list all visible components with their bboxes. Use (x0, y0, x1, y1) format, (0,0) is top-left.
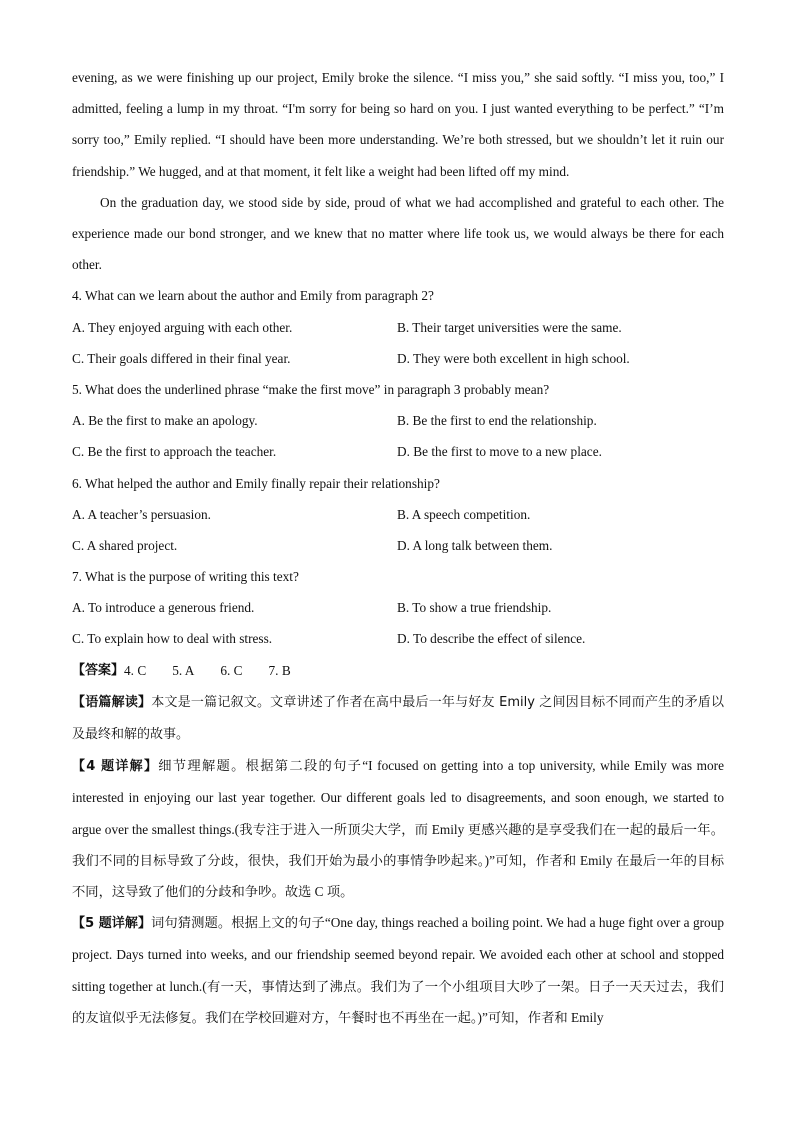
option-c: C. Their goals differed in their final year. (72, 350, 291, 366)
option-b: B. A speech competition. (397, 506, 531, 522)
option-a: A. A teacher’s persuasion. (72, 506, 211, 522)
document-page (72, 62, 724, 1033)
option-a: A. They enjoyed arguing with each other. (72, 319, 293, 335)
detail-4 (72, 750, 724, 907)
answer-item: 7. B (268, 662, 291, 678)
answer-item: 4. C (124, 662, 147, 678)
option-c: C. A shared project. (72, 537, 178, 553)
question-4 (72, 280, 724, 374)
answer-item: 5. A (172, 662, 195, 678)
option-c: C. To explain how to deal with stress. (72, 631, 273, 647)
detail-4-text: 细节理解题。根据第二段的句子“I focused on getting into a top university, while Emily was more interested in enjoying our last year together. Our different goals led to disagreements, and soon enough, we started to argue over the smallest things.(我专注于进入一所顶尖大学，而 Emily 更感兴趣的是享受我们在一起的最后一年。我们不同的目标导致了分歧，很快，我们开始为最小的事情争吵起来。)”可知，作者和 Emily 在最后一年的目标不同，这导致了他们的分歧和争吵。故选 C 项。 (72, 758, 724, 900)
option-d: D. Be the first to move to a new place. (397, 444, 602, 460)
question-stem: 5. What does the underlined phrase “make the first move” in paragraph 3 probably mean? (72, 381, 550, 397)
option-a: A. Be the first to make an apology. (72, 413, 258, 429)
detail-5 (72, 907, 724, 1033)
question-7 (72, 561, 724, 655)
analysis-text: 本文是一篇记叙文。文章讲述了作者在高中最后一年与好友 Emily 之间因目标不同而产生的矛盾以及最终和解的故事。 (72, 694, 724, 743)
question-5 (72, 374, 724, 468)
question-stem: 4. What can we learn about the author and Emily from paragraph 2? (72, 288, 434, 304)
question-stem: 6. What helped the author and Emily finally repair their relationship? (72, 475, 440, 491)
passage-paragraph-2: On the graduation day, we stood side by side, proud of what we had accomplished and grateful to each other. The experience made our bond stronger, and we knew that no matter where life took us, we would always be there for each other. (72, 194, 724, 273)
option-d: D. A long talk between them. (397, 537, 553, 553)
passage-paragraph-1: evening, as we were finishing up our project, Emily broke the silence. “I miss you,” she said softly. “I miss you, too,” I admitted, feeling a lump in my throat. “I'm sorry for being so hard on you. I just wanted everything to be perfect.” “I’m sorry too,” Emily replied. “I should have been more understanding. We’re both stressed, but we shouldn’t let it ruin our friendship.” We hugged, and at that moment, it felt like a weight had been lifted off my mind. (72, 70, 724, 179)
answer-tag: 【答案】 (72, 662, 125, 678)
option-c: C. Be the first to approach the teacher. (72, 444, 277, 460)
detail-5-text: 词句猜测题。根据上文的句子“One day, things reached a boiling point. We had a huge fight over a group project. Days turned into weeks, and our friendship seemed beyond repair. We avoided each other at school and stopped sitting together at lunch.(有一天，事情达到了沸点。我们为了一个小组项目大吵了一架。日子一天天过去，我们的友谊似乎无法修复。我们在学校回避对方，午餐时也不再坐在一起。)”可知，作者和 Emily (72, 915, 724, 1025)
question-6 (72, 468, 724, 562)
question-stem: 7. What is the purpose of writing this text? (72, 569, 299, 585)
answer-key (72, 655, 724, 686)
option-b: B. Be the first to end the relationship. (397, 413, 597, 429)
answer-item: 6. C (220, 662, 243, 678)
option-b: B. Their target universities were the same. (397, 319, 622, 335)
passage-analysis (72, 686, 724, 750)
analysis-tag: 【语篇解读】 (72, 694, 152, 710)
option-d: D. To describe the effect of silence. (397, 631, 586, 647)
detail-4-tag: 【4 题详解】 (72, 759, 159, 775)
option-b: B. To show a true friendship. (397, 600, 552, 616)
detail-5-tag: 【5 题详解】 (72, 916, 152, 932)
option-a: A. To introduce a generous friend. (72, 600, 255, 616)
option-d: D. They were both excellent in high school. (397, 350, 630, 366)
